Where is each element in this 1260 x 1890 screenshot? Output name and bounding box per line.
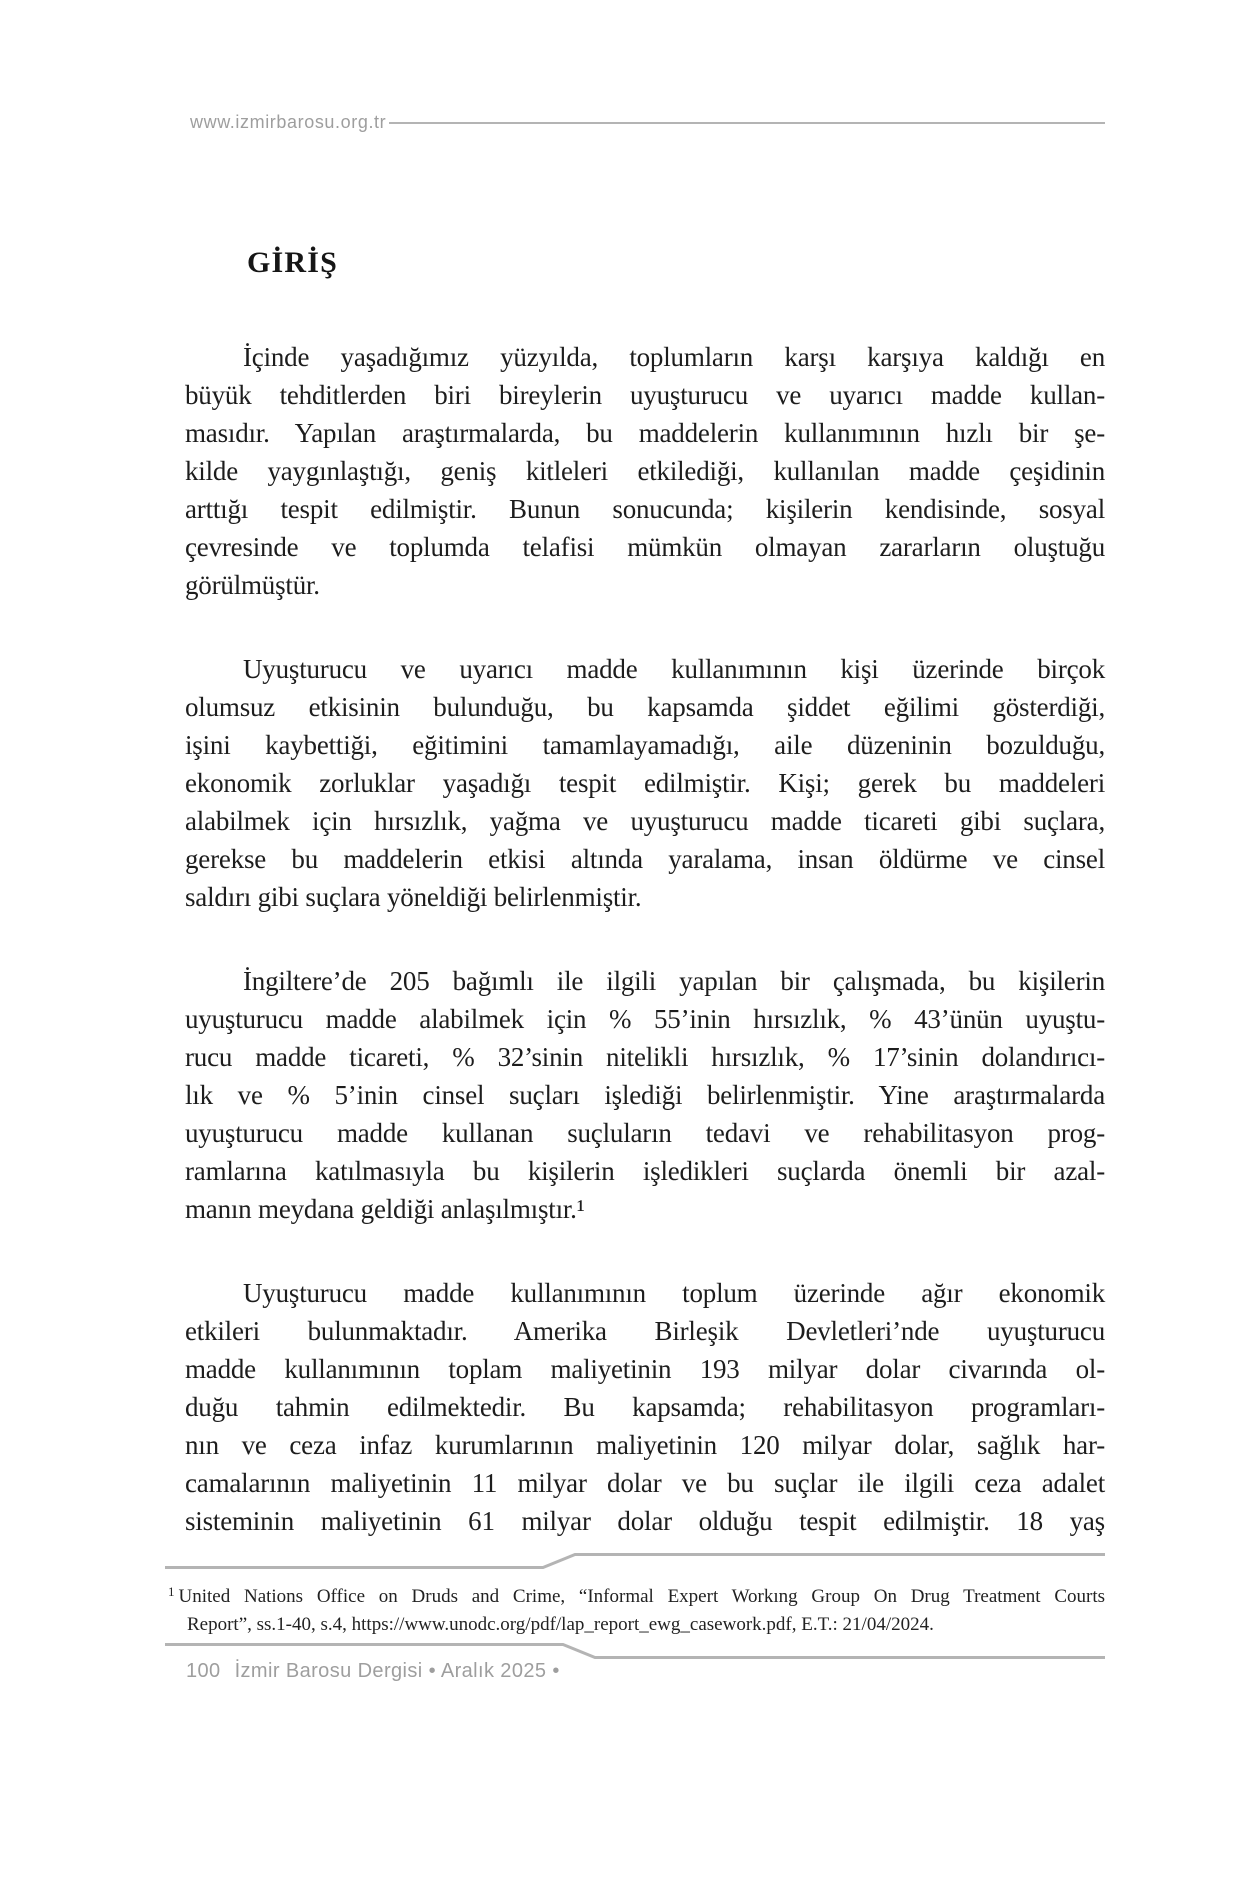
paragraph <box>185 338 1105 604</box>
journal-title: İzmir Barosu Dergisi • Aralık 2025 • <box>234 1660 560 1682</box>
text-line: alabilmek için hırsızlık, yağma ve uyuşturucu madde ticareti gibi suçlara, <box>185 806 1105 836</box>
footnote-line <box>168 1578 1105 1611</box>
text-line: arttığı tespit edilmiştir. Bunun sonucunda; kişilerin kendisinde, sosyal <box>185 494 1105 524</box>
footnote-marker: 1 <box>168 1584 175 1599</box>
text-line: görülmüştür. <box>185 570 320 600</box>
text-line: saldırı gibi suçlara yöneldiği belirlenmiştir. <box>185 882 642 912</box>
text-line: etkileri bulunmaktadır. Amerika Birleşik Devletleri’nde uyuşturucu <box>185 1316 1105 1346</box>
paragraph <box>185 650 1105 916</box>
text-line: duğu tahmin edilmektedir. Bu kapsamda; rehabilitasyon programları- <box>185 1392 1105 1422</box>
text-line: İngiltere’de 205 bağımlı ile ilgili yapılan bir çalışmada, bu kişilerin <box>243 966 1105 996</box>
text-line: camalarının maliyetinin 11 milyar dolar ve bu suçlar ile ilgili ceza adalet <box>185 1468 1105 1498</box>
text-line: gerekse bu maddelerin etkisi altında yaralama, insan öldürme ve cinsel <box>185 844 1105 874</box>
text-line: İçinde yaşadığımız yüzyılda, toplumların karşı karşıya kaldığı en <box>243 342 1105 372</box>
footnote <box>168 1578 1105 1639</box>
text-line: Uyuşturucu madde kullanımının toplum üzerinde ağır ekonomik <box>243 1278 1105 1308</box>
header-url: www.izmirbarosu.org.tr <box>190 112 387 132</box>
text-line: olumsuz etkisinin bulunduğu, bu kapsamda şiddet eğilimi gösterdiği, <box>185 692 1105 722</box>
text-line: Uyuşturucu ve uyarıcı madde kullanımının kişi üzerinde birçok <box>243 654 1105 684</box>
footnote-rule <box>165 1551 1105 1571</box>
text-line: ekonomik zorluklar yaşadığı tespit edilmiştir. Kişi; gerek bu maddeleri <box>185 768 1105 798</box>
text-line: nın ve ceza infaz kurumlarının maliyetinin 120 milyar dolar, sağlık har- <box>185 1430 1105 1460</box>
text-line: sisteminin maliyetinin 61 milyar dolar olduğu tespit edilmiştir. 18 yaş <box>185 1506 1105 1536</box>
footnote-text: United Nations Office on Druds and Crime, “Informal Expert Workıng Group On Drug Treatment Courts <box>178 1586 1105 1607</box>
text-line: manın meydana geldiği anlaşılmıştır.¹ <box>185 1194 585 1224</box>
body-text <box>185 338 1105 1586</box>
text-line: madde kullanımının toplam maliyetinin 193 milyar dolar civarında ol- <box>185 1354 1105 1384</box>
text-line: ramlarına katılmasıyla bu kişilerin işledikleri suçlarda önemli bir azal- <box>185 1156 1105 1186</box>
header-rule <box>389 122 1105 124</box>
text-line: uyuşturucu madde alabilmek için % 55’inin hırsızlık, % 43’ünün uyuştu- <box>185 1004 1105 1034</box>
page-heading: GİRİŞ <box>247 246 339 279</box>
footnote-line: Report”, ss.1-40, s.4, https://www.unodc.org/pdf/lap_report_ewg_casework.pdf, E.T.: 21/04/2024. <box>187 1614 934 1635</box>
text-line: masıdır. Yapılan araştırmalarda, bu maddelerin kullanımının hızlı bir şe- <box>185 418 1105 448</box>
page-header <box>190 112 1105 133</box>
footer-rule <box>165 1641 1105 1661</box>
text-line: çevresinde ve toplumda telafisi mümkün olmayan zararların oluştuğu <box>185 532 1105 562</box>
paragraph <box>185 962 1105 1228</box>
text-line: rucu madde ticareti, % 32’sinin nitelikli hırsızlık, % 17’sinin dolandırıcı- <box>185 1042 1105 1072</box>
page-number: 100 <box>186 1660 221 1682</box>
text-line: lık ve % 5’inin cinsel suçları işlediği belirlenmiştir. Yine araştırmalarda <box>185 1080 1105 1110</box>
text-line: büyük tehditlerden biri bireylerin uyuşturucu ve uyarıcı madde kullan- <box>185 380 1105 410</box>
text-line: uyuşturucu madde kullanan suçluların tedavi ve rehabilitasyon prog- <box>185 1118 1105 1148</box>
text-line: işini kaybettiği, eğitimini tamamlayamadığı, aile düzeninin bozulduğu, <box>185 730 1105 760</box>
paragraph <box>185 1274 1105 1540</box>
text-line: kilde yaygınlaştığı, geniş kitleleri etkilediği, kullanılan madde çeşidinin <box>185 456 1105 486</box>
page-footer <box>186 1660 560 1683</box>
